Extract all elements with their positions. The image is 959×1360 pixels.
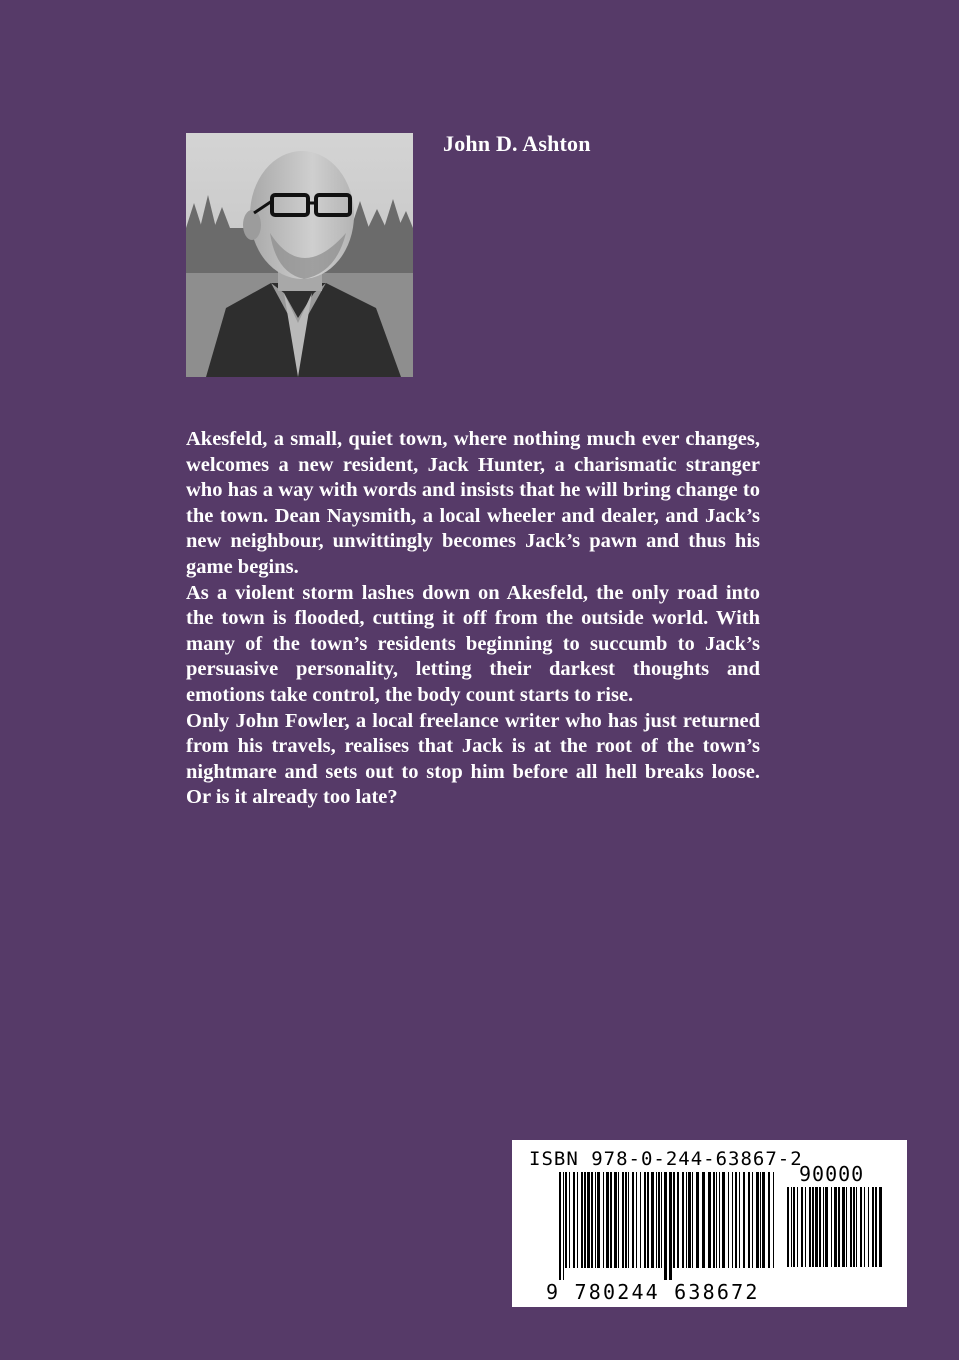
barcode-bar — [719, 1172, 720, 1268]
barcode-bar — [702, 1172, 705, 1268]
barcode-bar — [640, 1172, 641, 1268]
barcode-bar — [688, 1172, 691, 1268]
barcode-bar — [581, 1172, 583, 1268]
barcode-bar — [872, 1187, 874, 1267]
barcode-bar — [831, 1187, 832, 1267]
barcode-bar — [692, 1172, 693, 1268]
barcode-bar — [595, 1172, 596, 1268]
barcode-bar — [879, 1187, 882, 1267]
barcode-bar — [850, 1187, 852, 1267]
barcode-bar — [825, 1187, 828, 1267]
barcode-bar — [584, 1172, 586, 1268]
barcode-bar — [606, 1172, 609, 1268]
author-portrait-illustration — [186, 133, 413, 377]
barcode-bar — [569, 1172, 570, 1268]
barcode-bar — [597, 1172, 600, 1268]
barcode-bar — [651, 1172, 654, 1268]
barcode-bar — [708, 1172, 711, 1268]
barcode-bar — [573, 1172, 575, 1268]
barcode-bar — [842, 1187, 845, 1267]
barcode-bar — [868, 1187, 869, 1267]
barcode-bar — [563, 1172, 564, 1280]
price-addon-digits: 90000 — [799, 1162, 865, 1186]
barcode-bar — [760, 1172, 761, 1268]
barcode-bar — [677, 1172, 679, 1268]
barcode-bar — [658, 1172, 660, 1268]
barcode-bar — [603, 1172, 604, 1268]
ean13-bars — [559, 1172, 779, 1280]
barcode-bar — [773, 1172, 774, 1268]
barcode-bar — [812, 1187, 814, 1267]
barcode-bar — [791, 1187, 792, 1267]
barcode-bar — [834, 1187, 837, 1267]
barcode-bar — [696, 1172, 699, 1268]
barcode-bar — [853, 1187, 855, 1267]
barcode-bar — [664, 1172, 667, 1280]
barcode-bar — [722, 1172, 725, 1268]
barcode-bar — [644, 1172, 646, 1268]
barcode-bar — [815, 1187, 818, 1267]
barcode-bar — [647, 1172, 649, 1268]
barcode-bar — [756, 1172, 759, 1268]
blurb-paragraph: Only John Fowler, a local freelance writer who has just returned from his travels, realises that Jack is at the root of the town’s nightmare and sets out to stop him before all hell breaks loose. Or is it already too late? — [186, 709, 760, 809]
barcode-bar — [628, 1172, 629, 1268]
barcode-bar — [625, 1172, 627, 1268]
barcode-bar — [743, 1172, 745, 1268]
barcode-bar — [614, 1172, 617, 1268]
barcode-bar — [739, 1172, 740, 1268]
isbn-barcode — [512, 1140, 907, 1307]
blurb-paragraph: Akesfeld, a small, quiet town, where nothing much ever changes, welcomes a new resident, Jack Hunter, a charismatic stranger who has a way with words and insists that he will bring change to the town. Dean Naysmith, a local wheeler and dealer, and Jack’s new neighbour, unwittingly becomes Jack’s pawn and thus his game begins. — [186, 428, 760, 578]
barcode-bar — [805, 1187, 806, 1267]
barcode-bar — [823, 1187, 824, 1267]
barcode-bar — [559, 1172, 561, 1280]
barcode-bar — [819, 1187, 821, 1267]
barcode-bar — [656, 1172, 657, 1268]
barcode-bar — [565, 1172, 567, 1268]
barcode-bar — [809, 1187, 811, 1267]
blurb-paragraph: As a violent storm lashes down on Akesfeld, the only road into the town is flooded, cutting it off from the outside world. With many of the town’s residents beginning to succumb to Jack’s persuasive personality, letting their darkest thoughts and emotions take control, the body count starts to rise. — [186, 581, 760, 706]
barcode-bar — [636, 1172, 637, 1268]
barcode-bar — [864, 1187, 865, 1267]
barcode-bar — [661, 1172, 662, 1268]
isbn-label: ISBN 978-0-244-63867-2 — [529, 1148, 803, 1170]
addon-bars — [787, 1187, 887, 1279]
barcode-bar — [856, 1187, 857, 1267]
author-photo — [186, 133, 413, 377]
barcode-bar — [768, 1172, 770, 1268]
barcode-bar — [787, 1187, 789, 1267]
barcode-bar — [728, 1172, 729, 1268]
author-name: John D. Ashton — [443, 131, 591, 156]
barcode-bar — [622, 1172, 624, 1268]
barcode-bar — [793, 1187, 795, 1267]
barcode-bar — [752, 1172, 753, 1268]
barcode-bar — [618, 1172, 619, 1268]
barcode-bar — [686, 1172, 687, 1268]
barcode-bar — [682, 1172, 684, 1268]
ean-digits: 9 780244 638672 — [546, 1280, 760, 1304]
barcode-bar — [716, 1172, 717, 1268]
barcode-bar — [797, 1187, 798, 1267]
barcode-bar — [801, 1187, 803, 1267]
barcode-bar — [669, 1172, 672, 1280]
barcode-bar — [838, 1187, 840, 1267]
barcode-bar — [587, 1172, 590, 1268]
book-blurb — [186, 427, 760, 811]
barcode-bar — [735, 1172, 737, 1268]
barcode-bar — [860, 1187, 862, 1267]
barcode-bar — [610, 1172, 612, 1268]
barcode-bar — [632, 1172, 634, 1268]
barcode-bar — [713, 1172, 715, 1268]
barcode-bar — [673, 1172, 675, 1268]
barcode-bar — [846, 1187, 847, 1267]
barcode-bar — [748, 1172, 750, 1268]
barcode-bar — [591, 1172, 593, 1268]
barcode-bar — [762, 1172, 765, 1268]
barcode-bar — [732, 1172, 733, 1268]
barcode-bar — [577, 1172, 578, 1268]
barcode-bar — [875, 1187, 877, 1267]
